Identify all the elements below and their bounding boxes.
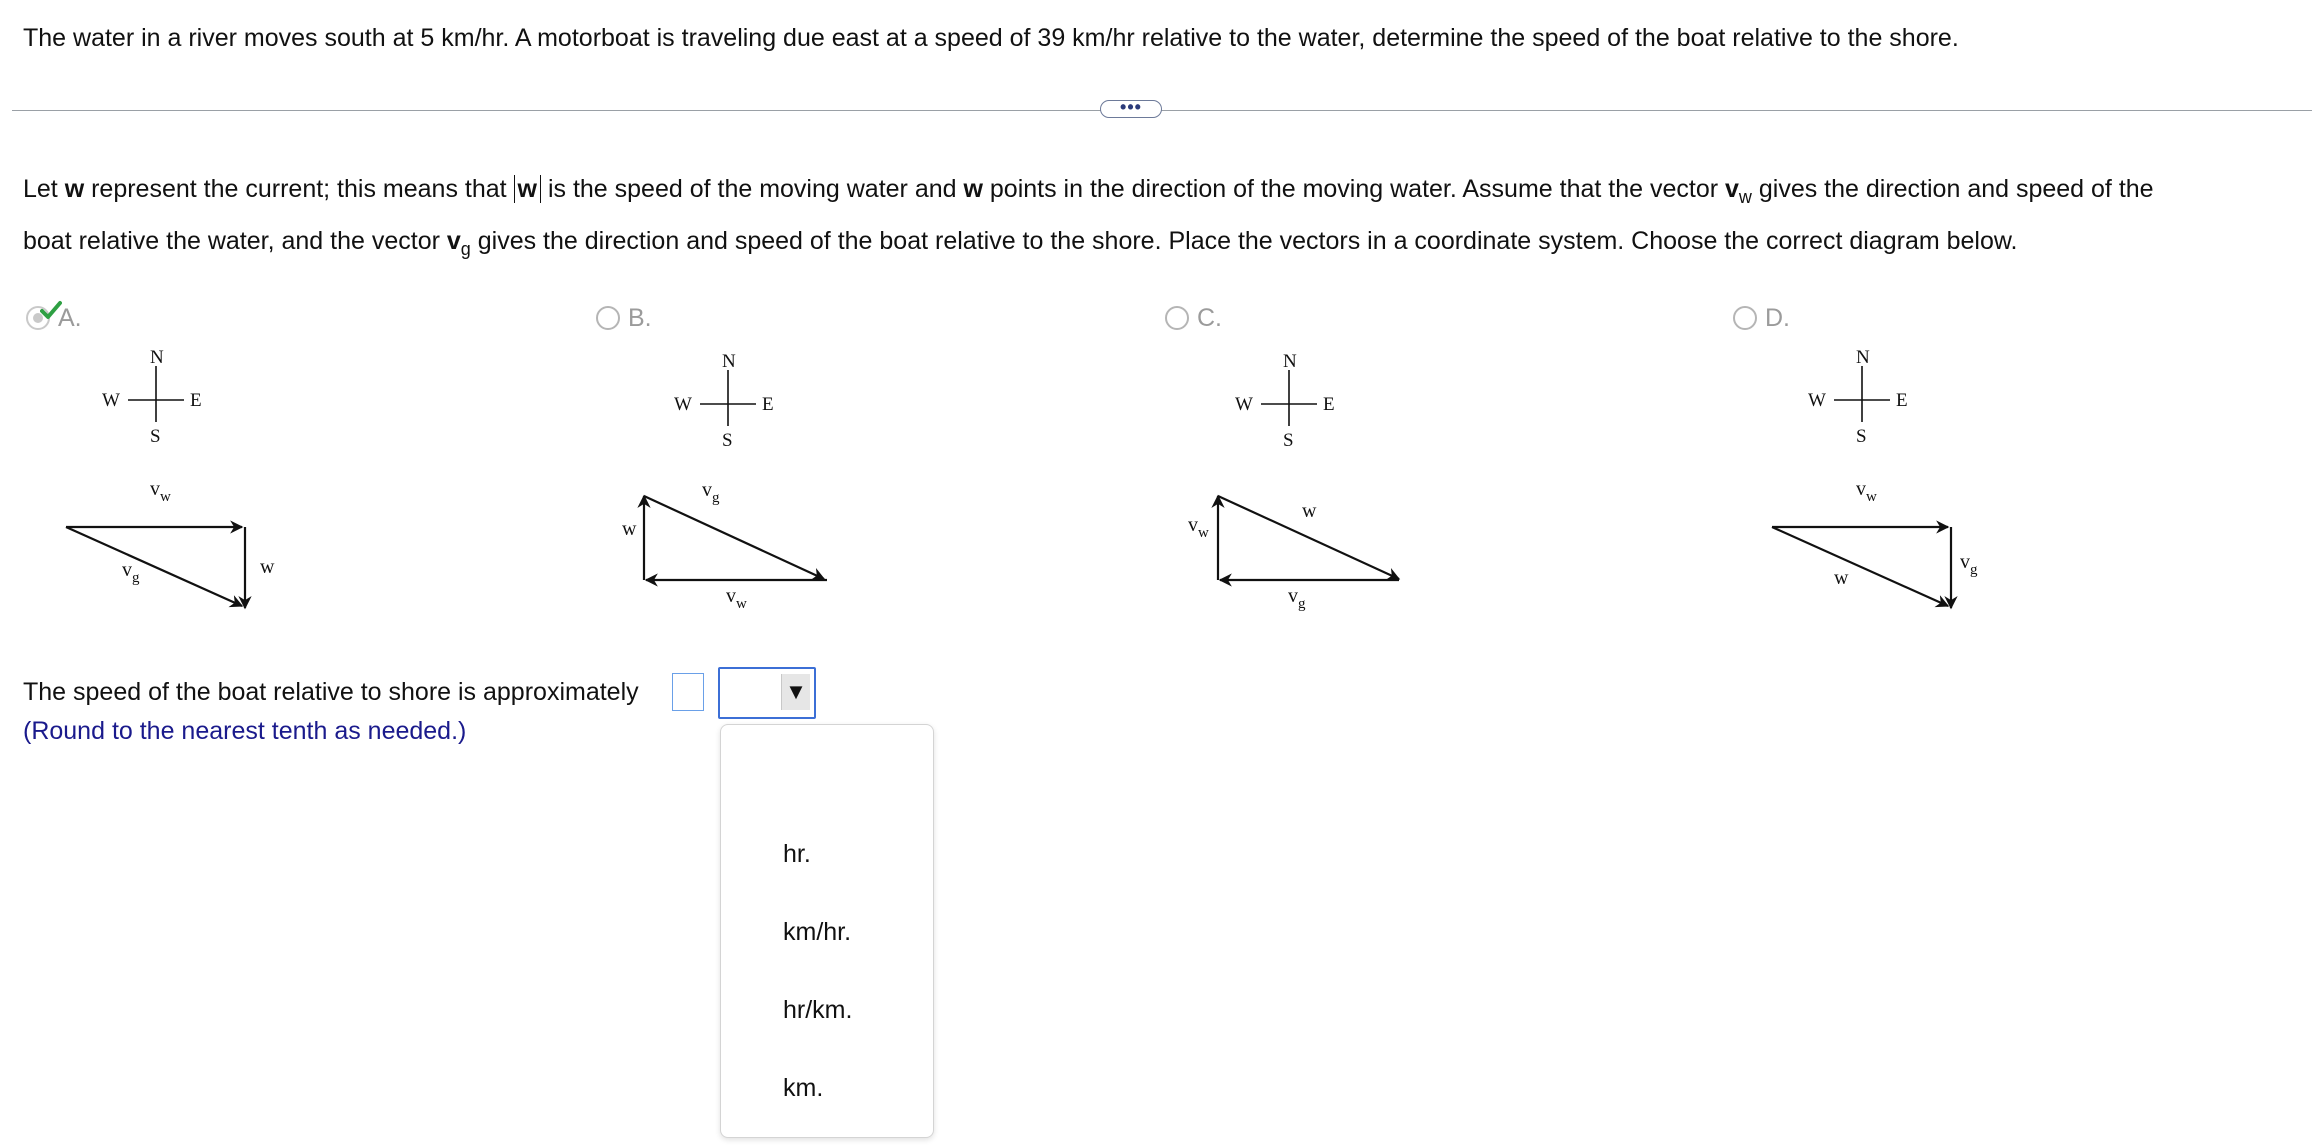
compass-e: E	[1323, 394, 1335, 415]
vector-vg	[66, 527, 242, 606]
choice-a[interactable]	[26, 303, 82, 333]
diagram-c	[1180, 340, 1410, 630]
label-vw: $v_w$	[150, 478, 171, 505]
choice-b[interactable]	[596, 303, 652, 333]
compass-e: E	[1896, 390, 1908, 411]
answer-prompt: The speed of the boat relative to shore is approximately	[23, 677, 639, 706]
radio-a[interactable]	[26, 306, 50, 330]
label-w: w	[1834, 567, 1849, 589]
label-vg: $v_g$	[122, 559, 140, 586]
choice-c-label: C.	[1197, 303, 1222, 332]
dropdown-option-km-per-hr[interactable]: km/hr.	[783, 918, 852, 946]
label-w: w	[260, 556, 275, 578]
vector-w	[1772, 527, 1948, 606]
compass-s: S	[722, 430, 733, 451]
choice-c[interactable]	[1165, 303, 1222, 333]
unit-dropdown-menu	[720, 724, 934, 1138]
choice-d-label: D.	[1765, 303, 1790, 332]
chevron-down-icon[interactable]: ▼	[781, 674, 810, 710]
compass-e: E	[190, 390, 202, 411]
compass-s: S	[150, 426, 161, 447]
compass-b	[674, 351, 774, 451]
diagram-d	[1750, 340, 1990, 630]
radio-b[interactable]	[596, 306, 620, 330]
dropdown-option-km[interactable]: km.	[783, 1074, 824, 1102]
diagram-a	[50, 340, 280, 630]
expand-more-button[interactable]: •••	[1100, 100, 1162, 118]
compass-d	[1808, 347, 1908, 447]
label-vw: $v_w$	[1188, 514, 1209, 541]
rounding-hint: (Round to the nearest tenth as needed.)	[23, 717, 467, 745]
dropdown-option-hr[interactable]: hr.	[783, 840, 811, 868]
label-vw: $v_w$	[726, 585, 747, 612]
compass-n: N	[1856, 347, 1870, 368]
compass-w: W	[1808, 390, 1826, 411]
label-vg: $v_g$	[1288, 585, 1306, 612]
compass-w: W	[1235, 394, 1253, 415]
divider	[12, 110, 2312, 111]
choice-a-label: A.	[58, 303, 82, 332]
compass-e: E	[762, 394, 774, 415]
label-vg: $v_g$	[702, 479, 720, 506]
label-vg: $v_g$	[1960, 551, 1978, 578]
compass-n: N	[1283, 351, 1297, 372]
unit-select[interactable]	[718, 667, 816, 719]
compass-s: S	[1283, 430, 1294, 451]
compass-c	[1235, 351, 1335, 451]
choice-d[interactable]	[1733, 303, 1790, 333]
compass-a	[102, 347, 202, 447]
dropdown-option-hr-per-km[interactable]: hr/km.	[783, 996, 853, 1024]
compass-n: N	[722, 351, 736, 372]
radio-d[interactable]	[1733, 306, 1757, 330]
label-w: w	[1302, 500, 1317, 522]
diagram-b	[610, 340, 840, 630]
vector-vg	[644, 496, 824, 579]
label-w: w	[622, 518, 637, 540]
compass-w: W	[674, 394, 692, 415]
instructions: Let w represent the current; this means that w is the speed of the moving water and w points in the direction of the moving water. Assume that the vector $v_w$ gives the direction and speed of the boat relative the water, and the vector $v_g$ gives the direction and speed of the boat relative to the shore. Place the vectors in a coordinate system. Choose the correct diagram below.	[23, 175, 2154, 259]
choice-b-label: B.	[628, 303, 652, 332]
problem-statement: The water in a river moves south at 5 km/hr. A motorboat is traveling due east at a speed of 39 km/hr relative to the water, determine the speed of the boat relative to the shore.	[23, 24, 1959, 52]
label-vw: $v_w$	[1856, 478, 1877, 505]
compass-w: W	[102, 390, 120, 411]
checkmark-icon	[40, 300, 62, 322]
radio-c[interactable]	[1165, 306, 1189, 330]
compass-s: S	[1856, 426, 1867, 447]
speed-input[interactable]	[672, 673, 704, 711]
compass-n: N	[150, 347, 164, 368]
